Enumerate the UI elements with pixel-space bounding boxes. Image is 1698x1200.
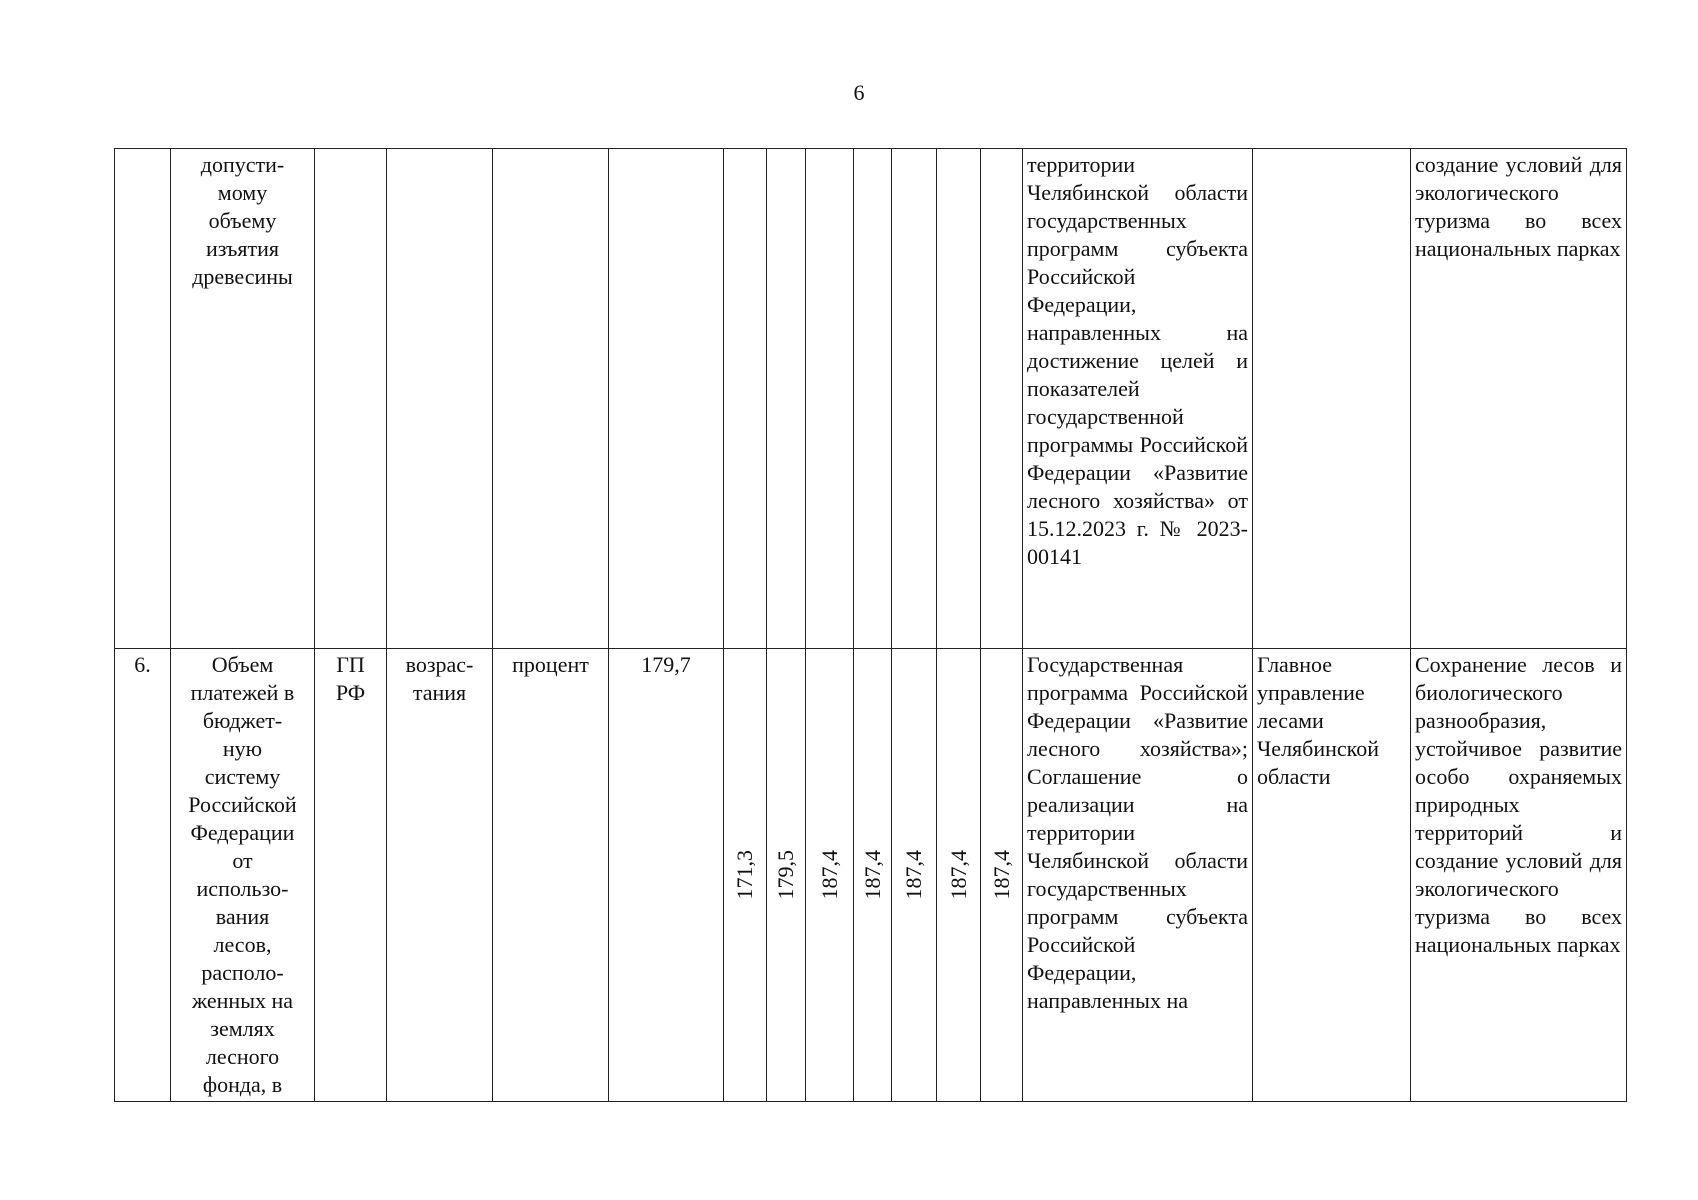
cell-year-4: [854, 649, 892, 1102]
cell-base-value: [609, 149, 724, 649]
cell-trend: [387, 149, 493, 649]
year-value: 179,5: [773, 850, 798, 900]
page-number: 6: [853, 80, 865, 105]
table-row-continued: [115, 149, 1627, 649]
cell-number: [115, 149, 171, 649]
cell-year-7: [981, 149, 1023, 649]
cell-year-1: [724, 649, 767, 1102]
table-row-6: [115, 649, 1627, 1102]
indicators-table: [114, 148, 1627, 1102]
year-value: 187,4: [945, 850, 971, 900]
cell-level: ГП РФ: [315, 649, 387, 1102]
year-value: 187,4: [988, 850, 1014, 900]
cell-unit: процент: [493, 649, 609, 1102]
cell-unit: [493, 149, 609, 649]
cell-trend: возрас- тания: [387, 649, 493, 1102]
cell-base-value: 179,7: [609, 649, 724, 1102]
cell-year-2: [767, 149, 806, 649]
cell-indicator-name: Объем платежей в бюджет- ную систему Российской Федерации от использо- вания лесов, располо- женных на землях лесного фонда, в: [171, 649, 315, 1102]
cell-source-documents: территории Челябинской области государственных программ субъекта Российской Федерации, направленных на достижение целей и показателей государственной программы Российской Федерации «Развитие лесного хозяйства» от 15.12.2023 г. № 2023-00141: [1023, 149, 1253, 649]
cell-year-5: [892, 649, 937, 1102]
cell-year-6: [937, 649, 981, 1102]
cell-year-7: [981, 649, 1023, 1102]
year-value: 187,4: [901, 850, 926, 900]
cell-year-5: [892, 149, 937, 649]
cell-responsible: Главное управление лесами Челябинской области: [1253, 649, 1411, 1102]
year-value: 171,3: [732, 850, 757, 900]
cell-year-1: [724, 149, 767, 649]
cell-year-2: [767, 649, 806, 1102]
cell-year-3: [806, 149, 854, 649]
year-value: 187,4: [816, 850, 842, 900]
year-value: 187,4: [859, 850, 885, 900]
cell-number: 6.: [115, 649, 171, 1102]
cell-source-documents: Государственная программа Российской Федерации «Развитие лесного хозяйства»; Соглашение о реализации на территории Челябинской области государственных программ субъекта Российской Федерации, направленных на: [1023, 649, 1253, 1102]
cell-level: [315, 149, 387, 649]
cell-responsible: [1253, 149, 1411, 649]
cell-indicator-name: допусти- мому объему изъятия древесины: [171, 149, 315, 649]
cell-tasks: Сохранение лесов и биологического разнообразия, устойчивое развитие особо охраняемых природных территорий и создание условий для экологического туризма во всех национальных парках: [1411, 649, 1627, 1102]
cell-year-6: [937, 149, 981, 649]
cell-year-3: [806, 649, 854, 1102]
cell-tasks: создание условий для экологического туризма во всех национальных парках: [1411, 149, 1627, 649]
cell-year-4: [854, 149, 892, 649]
